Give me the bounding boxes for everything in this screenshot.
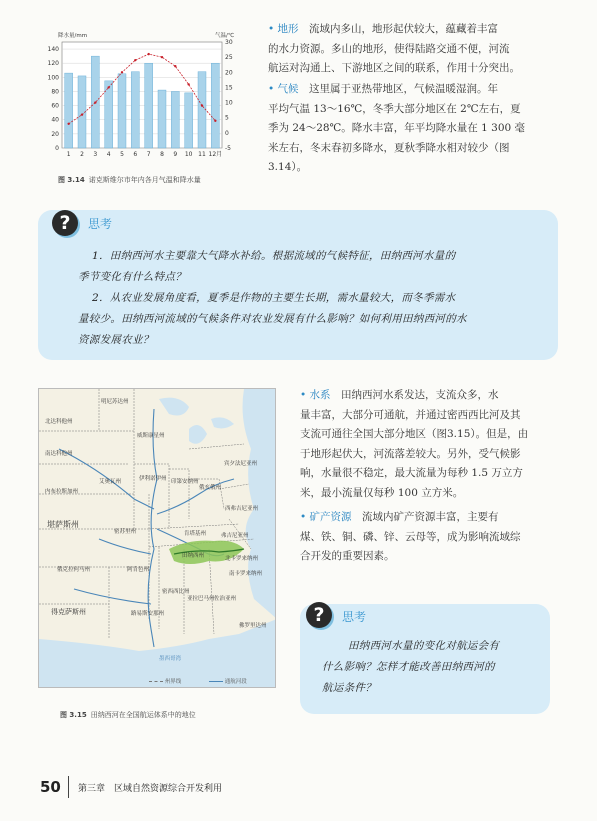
navigation-map [38, 388, 276, 688]
mineral-line-2: 合开发的重要因素。 [300, 550, 395, 563]
think-title: 思考 [88, 217, 113, 231]
river-symbol [209, 681, 223, 682]
terrain-line-1: 的水力资源。多山的地形，使得陆路交通不便，河流 [268, 42, 510, 55]
map-label-illinois: 伊利诺伊州 [139, 476, 167, 482]
left-tick-label: 60 [51, 102, 59, 110]
left-tick-label: 140 [47, 46, 59, 54]
bullet-icon: • [300, 511, 307, 523]
mineral-paragraph [300, 508, 562, 567]
climate-chart-svg [40, 28, 250, 188]
map-label-ohio: 俄亥俄州 [199, 485, 222, 491]
map-legend-river [209, 677, 247, 685]
map-label-south-carolina: 南卡罗来纳州 [229, 571, 263, 577]
state-line-symbol [149, 681, 163, 682]
mineral-heading: 矿产资源 [309, 511, 352, 523]
map-label-florida: 佛罗里达州 [239, 623, 267, 629]
right-tick-label: 25 [225, 54, 233, 62]
precipitation-bar [131, 72, 139, 148]
temperature-point [201, 104, 203, 106]
water-paragraph [300, 386, 562, 504]
think-2-line-0: 田纳西河水量的变化对航运会有 [348, 640, 500, 652]
precipitation-bar [171, 91, 179, 148]
x-tick-label: 5 [120, 151, 124, 158]
think-1-line-3: 量较少。田纳西河流域的气候条件对农业发展有什么影响？如何利用田纳西河的水 [78, 313, 467, 325]
x-tick-label: 11 [198, 151, 206, 158]
page-number: 50 [40, 778, 61, 796]
bullet-icon: • [268, 83, 275, 95]
question-icon: ? [306, 602, 332, 628]
terrain-line-2: 航运对沟通上、下游地区之间的联系，作用十分突出。 [268, 62, 520, 75]
climate-text: 这里属于亚热带地区，气候温暖湿润。年 [309, 83, 499, 95]
x-tick-label: 2 [80, 151, 84, 158]
figure-3-15-caption [60, 710, 196, 720]
temperature-point [214, 120, 216, 122]
water-line-1: 量丰富，大部分可通航，并通过密西西比河及其 [300, 408, 521, 421]
legend-state-line-label: 州界线 [164, 679, 182, 685]
map-label-north-dakota: 北达科他州 [45, 419, 73, 425]
water-line-3: 于地形起伏大，河流落差较大。另外，受气候影 [300, 447, 521, 460]
think-2-line-1: 什么影响？怎样才能改善田纳西河的 [322, 661, 495, 673]
map-label-wisconsin: 威斯康星州 [137, 433, 165, 439]
mineral-line-0 [300, 508, 562, 528]
terrain-text: 流域内多山，地形起伏较大，蕴藏着丰富 [309, 23, 499, 35]
chapter-title: 第三章 区域自然资源综合开发利用 [78, 784, 223, 794]
map-label-texas: 得克萨斯州 [51, 608, 86, 616]
map-label-kansas: 堪萨斯州 [47, 520, 79, 529]
question-icon: ? [52, 210, 78, 236]
temperature-point [147, 53, 149, 55]
precipitation-bar [185, 93, 193, 148]
terrain-paragraph [268, 20, 558, 79]
think-2-line-2: 航运条件？ [322, 682, 376, 694]
temperature-point [161, 56, 163, 58]
bullet-icon: • [300, 389, 307, 401]
think-1-text [78, 246, 542, 351]
water-line-0 [300, 386, 562, 406]
x-tick-label: 10 [184, 151, 193, 158]
map-label-tennessee: 田纳西州 [182, 553, 205, 559]
precipitation-bar [118, 74, 126, 148]
think-1-line-0: 1．田纳西河水主要靠大气降水补给。根据流域的气候特征，田纳西河水量的 [92, 250, 456, 262]
map-label-louisiana: 路易斯安那州 [131, 611, 165, 617]
think-box-2 [300, 604, 550, 714]
left-tick-label: 120 [47, 60, 59, 68]
climate-line-1: 平均气温 13～16℃，冬季大部分地区在 2℃左右，夏 [268, 102, 521, 115]
precipitation-bar [65, 73, 73, 148]
water-text: 田纳西河水系发达，支流众多，水 [341, 389, 499, 401]
figure-3-14-caption [58, 175, 201, 185]
x-tick-label: 9 [173, 151, 178, 158]
think-2-text [322, 636, 542, 699]
climate-chart [40, 28, 250, 213]
temperature-point [187, 83, 189, 85]
footer-divider [68, 776, 69, 798]
map-label-gulf: 墨西哥湾 [159, 656, 182, 662]
map-label-georgia: 佐治亚州 [214, 596, 237, 602]
left-axis-label: 降水量/mm [58, 33, 88, 39]
think-box-1 [38, 210, 558, 360]
think-1-line-1: 季节变化有什么特点？ [78, 271, 186, 283]
precipitation-bar [211, 63, 219, 148]
climate-heading: 气候 [277, 83, 299, 95]
water-line-4: 响，水量很不稳定，最大流量为每秒 1.5 万立方 [300, 467, 523, 480]
temperature-point [174, 65, 176, 67]
right-tick-label: 0 [225, 129, 229, 137]
map-label-iowa: 艾奥瓦州 [99, 479, 122, 485]
left-tick-label: 80 [51, 88, 59, 96]
legend-river-label: 通航河段 [224, 679, 247, 685]
temperature-point [121, 71, 123, 73]
map-label-pennsylvania: 宾夕法尼亚州 [224, 461, 258, 467]
map-label-nebraska: 内布拉斯加州 [45, 489, 79, 495]
right-tick-label: 10 [225, 99, 233, 107]
climate-line-2: 季为 24～28℃。降水丰富，年平均降水量在 1 300 毫 [268, 122, 526, 135]
map-label-mississippi: 密西西比州 [162, 589, 190, 595]
map-legend-state-line [149, 677, 181, 685]
right-tick-label: 15 [225, 84, 233, 92]
left-tick-label: 100 [47, 74, 59, 82]
water-heading: 水系 [309, 389, 331, 401]
map-label-virginia: 弗吉尼亚州 [221, 533, 249, 539]
climate-line-3: 米左右，冬末春初多降水，夏秋季降水相对较少（图 [268, 141, 510, 154]
map-label-missouri: 密苏里州 [114, 529, 137, 535]
climate-paragraph [268, 80, 558, 178]
terrain-heading: 地形 [277, 23, 299, 35]
map-label-minnesota: 明尼苏达州 [101, 399, 129, 405]
map-label-arkansas: 阿肯色州 [127, 567, 150, 573]
figure-caption-text: 诺克斯维尔市年内各月气温和降水量 [88, 176, 201, 184]
mineral-text: 流域内矿产资源丰富，主要有 [362, 511, 499, 523]
water-line-2: 支流可通往全国大部分地区（图3.15）。但是，由 [300, 428, 529, 441]
precipitation-bar [158, 90, 166, 148]
x-tick-label: 8 [160, 151, 164, 158]
think-1-line-2: 2．从农业发展角度看，夏季是作物的主要生长期，需水量较大，而冬季需水 [92, 292, 456, 304]
map-label-alabama: 亚拉巴马州 [187, 596, 215, 602]
right-axis-label: 气温/℃ [214, 33, 234, 39]
temperature-point [94, 101, 96, 103]
think-1-line-4: 资源发展农业？ [78, 334, 154, 346]
map-label-south-dakota: 南达科他州 [45, 451, 73, 457]
right-tick-label: 20 [225, 69, 233, 77]
x-tick-label: 7 [146, 151, 151, 158]
think-title: 思考 [342, 610, 367, 624]
temperature-point [81, 113, 83, 115]
right-tick-label: -5 [225, 145, 231, 152]
left-tick-label: 40 [51, 116, 59, 124]
map-label-north-carolina: 北卡罗来纳州 [225, 556, 259, 562]
climate-line-4: 3.14）。 [268, 161, 308, 174]
x-tick-label: 12月 [208, 151, 223, 158]
figure-number: 图 3.14 [58, 176, 85, 184]
temperature-point [134, 59, 136, 61]
x-tick-label: 4 [106, 151, 111, 158]
figure-number: 图 3.15 [60, 711, 87, 719]
precipitation-bar [145, 63, 153, 148]
right-tick-label: 5 [225, 114, 229, 122]
temperature-point [67, 123, 69, 125]
map-label-indiana: 印第安纳州 [171, 479, 199, 485]
x-tick-label: 3 [93, 151, 98, 158]
left-tick-label: 20 [51, 130, 59, 138]
climate-line-0 [268, 80, 558, 100]
x-tick-label: 6 [133, 151, 138, 158]
terrain-line-0 [268, 20, 558, 40]
map-label-kentucky: 肯塔基州 [184, 531, 207, 537]
water-line-5: 米，最小流量仅每秒 100 立方米。 [300, 486, 464, 499]
temperature-point [107, 86, 109, 88]
map-label-oklahoma: 俄克拉何马州 [57, 567, 91, 573]
bullet-icon: • [268, 23, 275, 35]
left-tick-label: 0 [55, 145, 59, 152]
precipitation-bar [198, 72, 206, 148]
figure-caption-text: 田纳西河在全国航运体系中的地位 [90, 711, 196, 719]
x-tick-label: 1 [66, 151, 71, 158]
right-tick-label: 30 [225, 39, 233, 46]
map-label-west-virginia: 西弗吉尼亚州 [225, 506, 259, 512]
mineral-line-1: 煤、铁、铜、磷、锌、云母等，成为影响流域综 [300, 530, 521, 543]
